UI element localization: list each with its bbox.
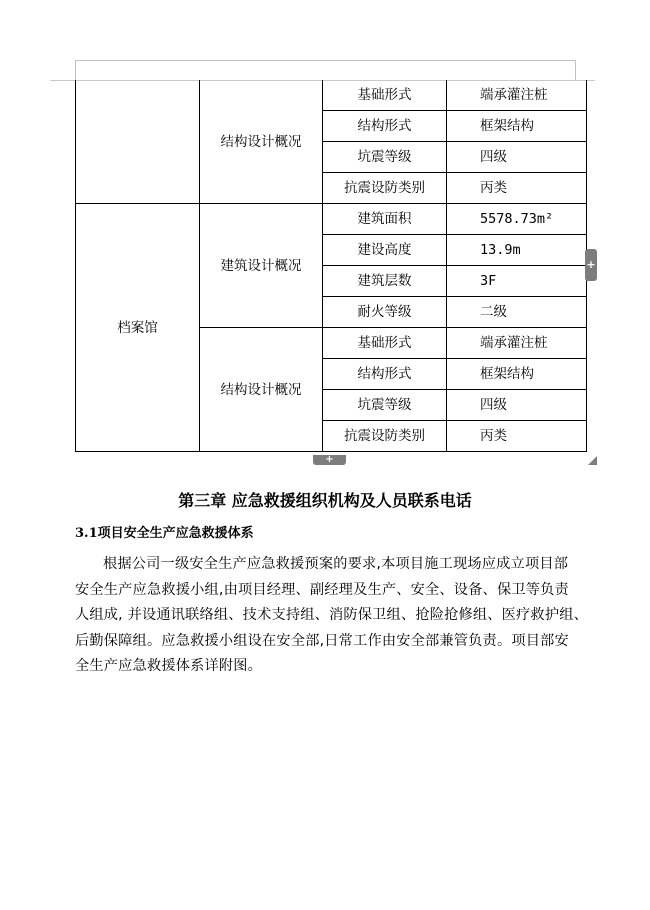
item-cell: 抗震设防类别	[323, 173, 447, 204]
item-cell: 建筑面积	[323, 204, 447, 235]
item-cell: 结构形式	[323, 359, 447, 390]
building-cell-continued	[76, 80, 200, 204]
item-cell: 坑震等级	[323, 390, 447, 421]
item-cell: 抗震设防类别	[323, 421, 447, 452]
category-cell: 结构设计概况	[200, 80, 323, 204]
paragraph-line: 全生产应急救援体系详附图。	[75, 658, 263, 674]
add-row-handle[interactable]: +	[313, 455, 346, 465]
body-paragraph	[75, 552, 588, 680]
paragraph-line: 安全生产应急救援小组,由项目经理、副经理及生产、安全、设备、保卫等负责	[75, 581, 569, 598]
item-cell: 建筑层数	[323, 266, 447, 297]
item-cell: 建设高度	[323, 235, 447, 266]
item-cell: 结构形式	[323, 111, 447, 142]
header-area	[75, 60, 576, 80]
paragraph-line: 人组成, 并设通讯联络组、技术支持组、消防保卫组、抢险抢修组、医疗救护组、	[75, 607, 588, 623]
table-resize-handle[interactable]	[588, 456, 597, 465]
table-row	[76, 80, 587, 111]
item-cell: 耐火等级	[323, 297, 447, 328]
section-title: 3.1项目安全生产应急救援体系	[75, 526, 254, 541]
item-cell: 基础形式	[323, 328, 447, 359]
table-row	[76, 204, 587, 235]
building-overview-table	[75, 80, 587, 452]
building-name-cell: 档案馆	[76, 204, 200, 452]
value-cell: 四级	[447, 142, 587, 173]
value-cell: 端承灌注桩	[447, 80, 587, 111]
value-cell: 13.9m	[447, 235, 587, 266]
value-cell: 3F	[447, 266, 587, 297]
chapter-title: 第三章 应急救援组织机构及人员联系电话	[178, 491, 472, 510]
item-cell: 基础形式	[323, 80, 447, 111]
value-cell: 四级	[447, 390, 587, 421]
value-cell: 5578.73m²	[447, 204, 587, 235]
value-cell: 框架结构	[447, 359, 587, 390]
item-cell: 坑震等级	[323, 142, 447, 173]
category-cell: 建筑设计概况	[200, 204, 323, 328]
value-cell: 框架结构	[447, 111, 587, 142]
value-cell: 二级	[447, 297, 587, 328]
value-cell: 端承灌注桩	[447, 328, 587, 359]
add-column-handle[interactable]: +	[585, 249, 597, 281]
paragraph-line: 后勤保障组。应急救援小组设在安全部,日常工作由安全部兼管负责。项目部安	[75, 632, 569, 649]
paragraph-line: 根据公司一级安全生产应急救援预案的要求,本项目施工现场应成立项目部	[103, 556, 569, 572]
category-cell: 结构设计概况	[200, 328, 323, 452]
value-cell: 丙类	[447, 173, 587, 204]
value-cell: 丙类	[447, 421, 587, 452]
